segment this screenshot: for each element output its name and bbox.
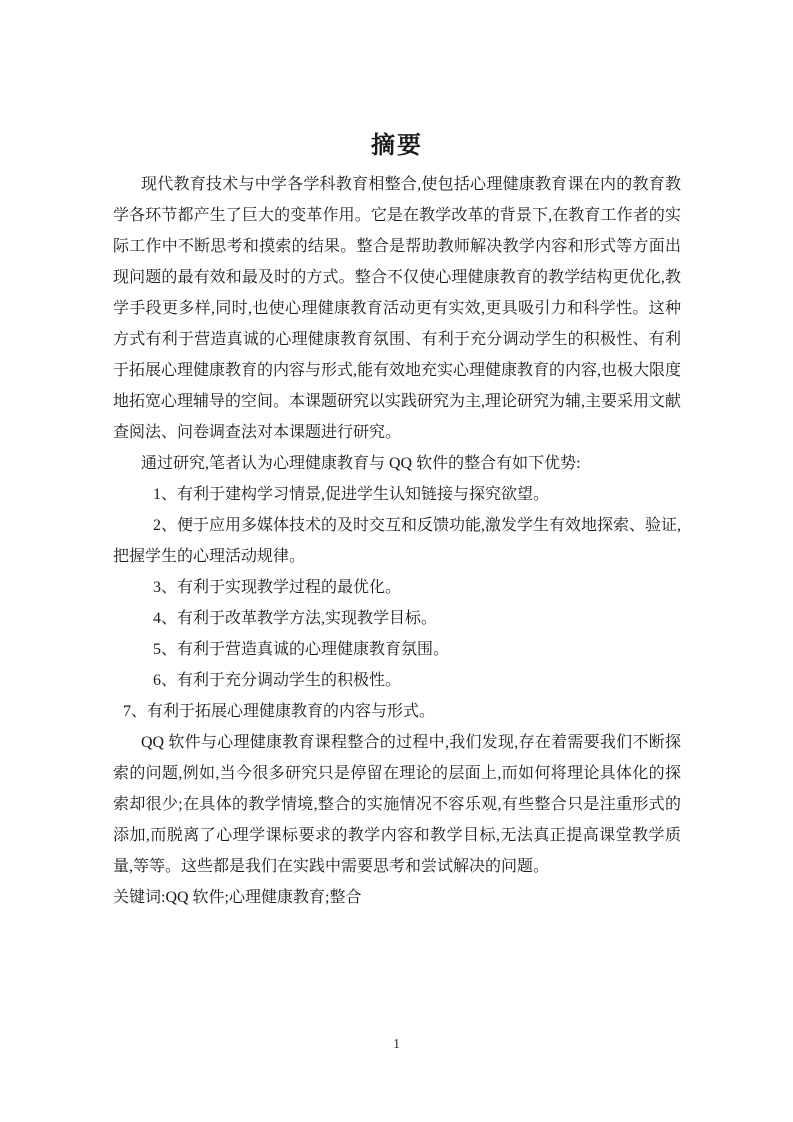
abstract-paragraph-3: QQ 软件与心理健康教育课程整合的过程中,我们发现,存在着需要我们不断探索的问题,例如,当今很多研究只是停留在理论的层面上,而如何将理论具体化的探索却很少;在具体的教学情境,整合的实施情况不容乐观,有些整合只是注重形式的添加,而脱离了心理学课标要求的教学内容和教学目标,无法真正提高课堂教学质量,等等。这些都是我们在实践中需要思考和尝试解决的问题。: [113, 734, 681, 875]
abstract-paragraph-1: 现代教育技术与中学各学科教育相整合,使包括心理健康教育课在内的教育教学各环节都产生了巨大的变革作用。它是在教学改革的背景下,在教育工作者的实际工作中不断思考和摸索的结果。整合是帮助教师解决教学内容和形式等方面出现问题的最有效和最及时的方式。整合不仅使心理健康教育的教学结构更优化,教学手段更多样,同时,也使心理健康教育活动更有实效,更具吸引力和科学性。这种方式有利于营造真诚的心理健康教育氛围、有利于充分调动学生的积极性、有利于拓展心理健康教育的内容与形式,能有效地充实心理健康教育的内容,也极大限度地拓宽心理辅导的空间。本课题研究以实践研究为主,理论研究为辅,主要采用文献查阅法、问卷调查法对本课题进行研究。: [113, 176, 682, 441]
advantage-item-7: 7、有利于拓展心理健康教育的内容与形式。: [123, 703, 436, 720]
advantage-item-6: 6、有利于充分调动学生的积极性。: [153, 672, 402, 689]
abstract-title: 摘要: [371, 133, 423, 159]
advantage-item-3: 3、有利于实现教学过程的最优化。: [153, 579, 402, 596]
page-number: 1: [393, 1037, 400, 1052]
advantage-item-5: 5、有利于营造真诚的心理健康教育氛围。: [153, 641, 450, 658]
advantage-item-2: 2、便于应用多媒体技术的及时交互和反馈功能,激发学生有效地探索、验证,把握学生的心理活动规律。: [113, 517, 682, 565]
keywords-line: 关键词:QQ 软件;心理健康教育;整合: [113, 889, 362, 906]
abstract-content: [113, 0, 681, 913]
abstract-body: [113, 169, 681, 913]
abstract-paragraph-2: 通过研究,笔者认为心理健康教育与 QQ 软件的整合有如下优势:: [141, 455, 581, 472]
advantage-item-4: 4、有利于改革教学方法,实现教学目标。: [153, 610, 438, 627]
advantage-item-1: 1、有利于建构学习情景,促进学生认知链接与探究欲望。: [153, 486, 550, 503]
